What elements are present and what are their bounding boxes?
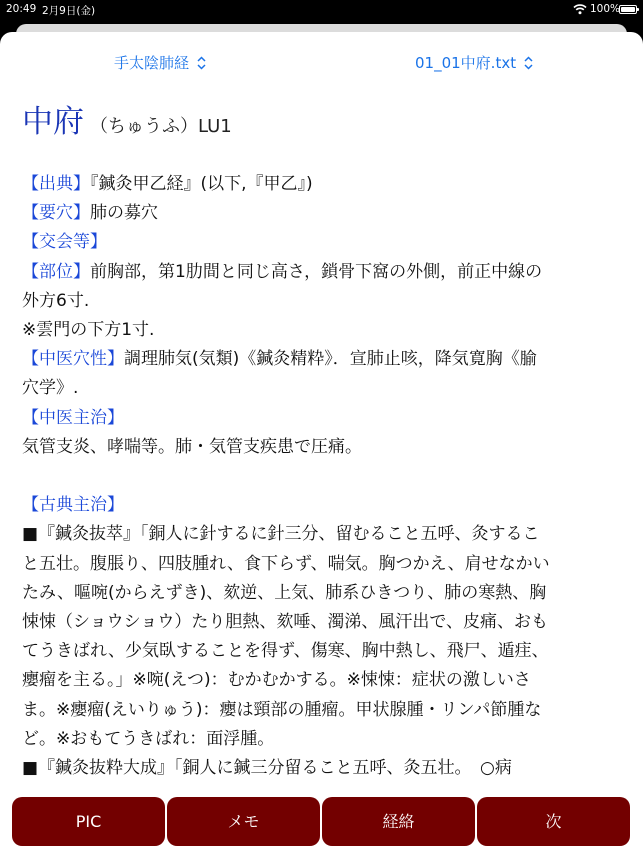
point-name: 中府	[22, 104, 84, 140]
line-text: 『鍼灸甲乙経』(以下,『甲乙』)	[90, 174, 313, 194]
section-tag: 【出典】	[22, 174, 90, 194]
chevron-up-down-icon	[524, 56, 533, 70]
text-line	[22, 345, 622, 374]
section-tag: 【要穴】	[22, 203, 90, 224]
text-line	[22, 550, 622, 579]
status-date: 2月9日(金)	[42, 5, 96, 17]
text-line	[22, 316, 622, 345]
point-title	[22, 96, 622, 142]
text-line	[22, 725, 622, 754]
content-sheet	[0, 32, 643, 858]
text-line	[22, 228, 622, 257]
text-line	[22, 491, 622, 520]
line-text: ※雲門の下方1寸.	[22, 320, 155, 341]
text-line	[22, 520, 622, 549]
text-line	[22, 666, 622, 695]
section-tag: 【中医主治】	[22, 407, 124, 428]
status-time: 20:49	[6, 3, 37, 15]
meridian-picker[interactable]	[114, 52, 206, 73]
text-lines	[22, 170, 622, 783]
line-text: 悚悚（ショウショウ）たり胆熱、欬唾、濁涕、風汗出で、皮痛、おも	[22, 612, 548, 633]
battery-percent: 100%	[590, 3, 621, 15]
file-picker[interactable]	[415, 52, 533, 73]
line-text: 前胸部，第1肋間と同じ高さ，鎖骨下窩の外側，前正中線の	[90, 261, 543, 282]
line-text: 穴学》.	[22, 378, 79, 399]
line-text: ま。※癭瘤(えいりゅう)：癭は頸部の腫瘤。甲状腺腫・リンパ節腫な	[22, 699, 542, 720]
section-tag: 【中医穴性】	[22, 349, 124, 370]
line-text: 癭瘤を主る。」※啘(えつ)：むかむかする。※悚悚：症状の激しいさ	[22, 670, 531, 691]
text-content[interactable]	[22, 96, 622, 783]
file-picker-label: 01_01中府.txt	[415, 54, 517, 72]
text-line	[22, 170, 622, 199]
text-line	[22, 287, 622, 316]
line-text: 調理肺気(気類)《鍼灸精粋》．宣肺止咳，降気寛胸《腧	[124, 349, 537, 370]
text-line	[22, 433, 622, 462]
memo-button[interactable]: メモ	[167, 797, 320, 846]
line-text: 外方6寸.	[22, 290, 90, 311]
text-line	[22, 608, 622, 637]
wifi-icon	[573, 2, 587, 16]
section-tag: 【古典主治】	[22, 495, 124, 516]
line-text: ど。※おもてうきばれ：面浮腫。	[22, 728, 275, 749]
text-line	[22, 637, 622, 666]
next-button[interactable]: 次	[477, 797, 630, 846]
chevron-up-down-icon	[197, 56, 206, 70]
bottom-toolbar	[12, 797, 632, 846]
meridian-picker-label: 手太陰肺経	[114, 54, 190, 72]
line-text: 気管支炎、哮喘等。肺・気管支疾患で圧痛。	[22, 436, 362, 457]
text-line	[22, 579, 622, 608]
text-line	[22, 754, 622, 783]
status-bar	[0, 0, 643, 20]
line-text: ■『鍼灸抜粋大成』「銅人に鍼三分留ること五呼、灸五壮。 ○病	[22, 758, 512, 779]
text-line	[22, 404, 622, 433]
pic-button[interactable]: PIC	[12, 797, 165, 846]
line-text: たみ、嘔啘(からえずき)、欬逆、上気、肺系ひきつり、肺の寒熱、胸	[22, 582, 547, 603]
line-text: 肺の募穴	[90, 203, 158, 224]
text-line	[22, 374, 622, 403]
line-text: と五壮。腹脹り、四肢腫れ、食下らず、喘気。胸つかえ、肩せなかい	[22, 553, 550, 574]
text-line	[22, 462, 622, 491]
battery-icon	[619, 5, 637, 14]
text-line	[22, 696, 622, 725]
meridian-button[interactable]: 経絡	[322, 797, 475, 846]
section-tag: 【部位】	[22, 261, 90, 282]
text-line	[22, 258, 622, 287]
point-reading: （ちゅうふ）LU1	[90, 116, 232, 137]
section-tag: 【交会等】	[22, 232, 107, 253]
text-line	[22, 199, 622, 228]
line-text: てうきばれ、少気臥することを得ず、傷寒、胸中熱し、飛尸、遁疰、	[22, 641, 549, 662]
line-text: ■『鍼灸抜萃』「銅人に針するに針三分、留むること五呼、灸するこ	[22, 524, 540, 545]
